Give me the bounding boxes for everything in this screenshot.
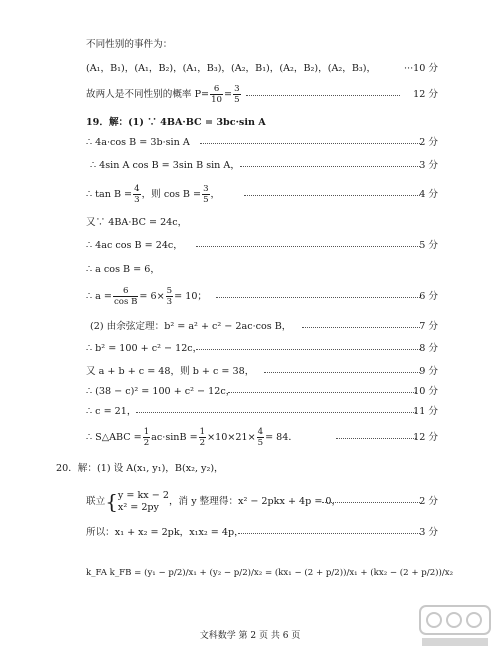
score-mark: 3 分 — [419, 527, 438, 538]
watermark-logo-icon — [416, 600, 494, 650]
fraction: $\frac{6}{10}$ — [211, 84, 223, 105]
score-mark: 3 分 — [419, 160, 438, 171]
text-line: ∴ 4ac cos B = 24c， 5 分 — [0, 235, 500, 257]
dot-leader — [196, 246, 420, 247]
text-line: ∴ a cos B = 6， — [86, 264, 160, 275]
text-line: ∴ 4a·cos B = 3b·sin A 2 分 — [0, 132, 500, 154]
fraction: $\frac{6}{\text{cos B}}$ — [113, 286, 138, 307]
text-line: k_FA k_FB = (y₁ − p/2)/x₁ + (y₂ − p/2)/x₂ = (kx₁ − (2 + p/2))/x₁ + (kx₂ − (2 + p/2))/x₂ — [86, 568, 454, 578]
text-line: 故两人是不同性别的概率 P= $\frac{6}{10}$ = $\frac{3}{5}$ 12 分 — [86, 84, 438, 105]
fraction: $\frac{1}{2}$ — [199, 427, 206, 448]
dot-leader — [136, 412, 416, 413]
score-mark: 2 分 — [419, 496, 438, 507]
question-heading: 20．解：(1) 设 A(x₁, y₁)，B(x₂, y₂)， — [56, 463, 224, 474]
fraction: $\frac{3}{5}$ — [234, 84, 240, 105]
dot-leader — [322, 502, 420, 503]
score-mark: 5 分 — [419, 240, 438, 251]
score-mark: ···10 分 — [404, 63, 438, 74]
dot-leader — [302, 327, 420, 328]
dot-leader — [216, 297, 420, 298]
dot-leader — [200, 143, 420, 144]
question-heading: 19．解：(1) ∵ 4BA·BC = 3bc·sin A — [86, 117, 266, 128]
page-footer: 文科数学 第 2 页 共 6 页 — [199, 631, 301, 641]
score-mark: 10 分 — [413, 386, 438, 397]
score-mark: 4 分 — [419, 189, 438, 200]
score-mark: 11 分 — [413, 406, 438, 417]
text-line: ∴ (38 − c)² = 100 + c² − 12c， 10 分 — [0, 381, 500, 403]
dot-leader — [244, 195, 420, 196]
text-line: ∴ 4sin A cos B = 3sin B sin A， 3 分 — [0, 155, 500, 177]
text-line: ∴ c = 21， 11 分 — [0, 401, 500, 423]
text-line: 又∵ 4BA·BC = 24c， — [86, 217, 188, 228]
text-line: (2) 由余弦定理：b² = a² + c² − 2ac·cos B， 7 分 — [0, 316, 500, 338]
dot-leader — [196, 349, 420, 350]
text-line: 联立{ y = kx − 2 x² = 2py ，消 y 整理得：x² − 2pkx + 4p = 0， 2 分 — [0, 488, 500, 516]
text-line: ∴ S△ABC = $\frac{1}{2}$ ac·sinB = $\frac{1}{2}$ ×10×21× $\frac{4}{5}$ = 84． 12 分 — [86, 427, 438, 448]
score-mark: 12 分 — [413, 432, 438, 443]
left-brace: { — [105, 489, 118, 514]
text-line: ∴ b² = 100 + c² − 12c， 8 分 — [0, 338, 500, 360]
score-mark: 9 分 — [419, 366, 438, 377]
equation-system: y = kx − 2 x² = 2py — [117, 489, 169, 513]
score-mark: 7 分 — [419, 321, 438, 332]
dot-leader — [336, 438, 416, 439]
score-mark: 6 分 — [419, 291, 438, 302]
dot-leader — [246, 95, 400, 96]
dot-leader — [240, 166, 420, 167]
fraction: $\frac{4}{5}$ — [257, 427, 264, 448]
text-line: 所以：x₁ + x₂ = 2pk，x₁x₂ = 4p， 3 分 — [0, 522, 500, 544]
text-line: ∴ a = $\frac{6}{\text{cos B}}$ = 6× $\frac{5}{3}$ = 10； 6 分 — [86, 286, 438, 307]
text-line: (A₁，B₁)，(A₁，B₂)，(A₁，B₃)，(A₂，B₁)，(A₂，B₂)，(A₂，B₃)， ···10 分 — [0, 58, 500, 80]
text-line: 不同性别的事件为： — [86, 39, 173, 50]
fraction: $\frac{4}{3}$ — [134, 184, 140, 205]
score-mark: 8 分 — [419, 343, 438, 354]
score-mark: 2 分 — [419, 137, 438, 148]
dot-leader — [264, 372, 420, 373]
dot-leader — [238, 533, 420, 534]
fraction: $\frac{1}{2}$ — [143, 427, 150, 448]
text-line: 又 a + b + c = 48，则 b + c = 38， 9 分 — [0, 361, 500, 383]
fraction: $\frac{5}{3}$ — [166, 286, 173, 307]
score-mark: 12 分 — [413, 89, 438, 100]
fraction: $\frac{3}{5}$ — [203, 184, 209, 205]
dot-leader — [228, 392, 416, 393]
text-line: ∴ tan B = $\frac{4}{3}$ ，则 cos B = $\frac{3}{5}$ ， 4 分 — [86, 184, 438, 205]
